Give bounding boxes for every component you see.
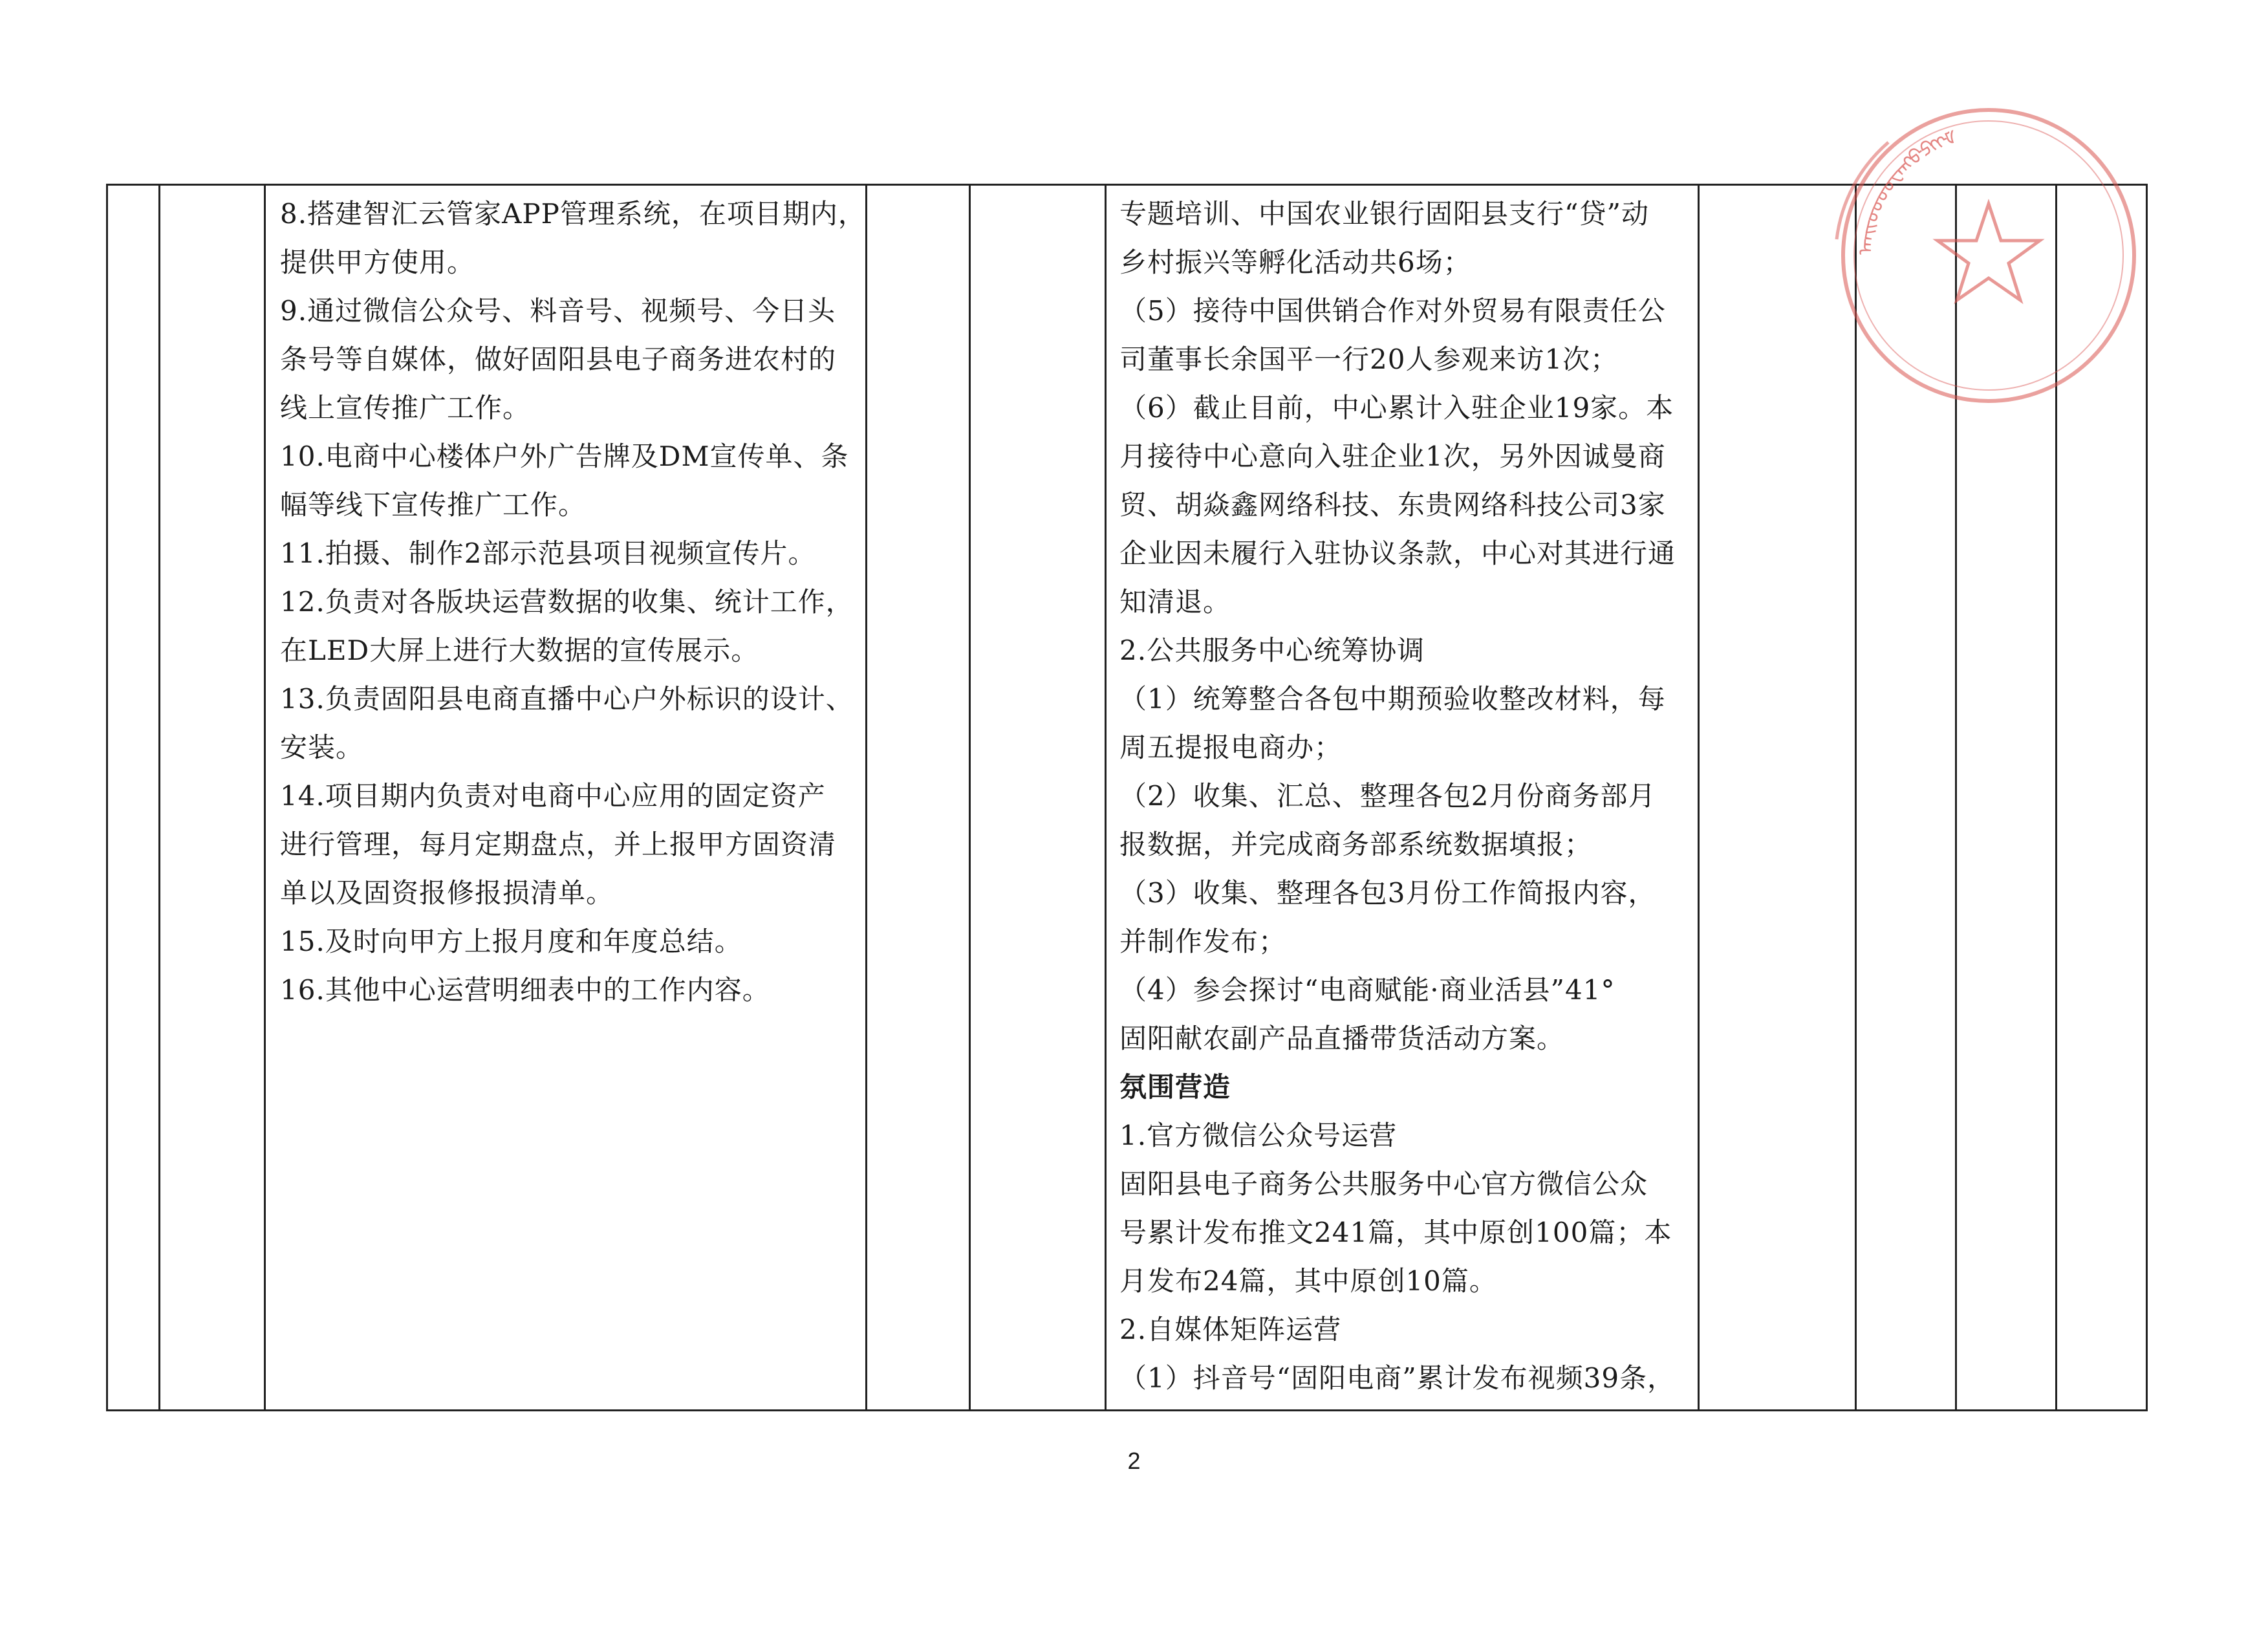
progress-line: 氛围营造 [1119,1071,1231,1103]
table-cell-i [1956,185,2057,1411]
work-content-line: 12.负责对各版块运营数据的收集、统计工作， [280,586,854,618]
table-cell-b [160,185,265,1411]
progress-line: 并制作发布； [1119,926,1287,957]
progress-line: 周五提报电商办； [1119,732,1343,763]
work-content-line: 线上宣传推广工作。 [280,392,531,424]
table-cell-progress [1106,185,1699,1411]
progress-line: 贸、胡焱鑫网络科技、东贵网络科技公司3家 [1119,489,1666,521]
work-content-line: 进行管理，每月定期盘点，并上报甲方固资清 [280,829,837,860]
document-table [106,184,2148,1411]
work-content-line: 15.及时向甲方上报月度和年度总结。 [280,926,742,957]
progress-line: （1）统筹整合各包中期预验收整改材料，每 [1119,683,1666,715]
progress-line: 企业因未履行入驻协议条款，中心对其进行通 [1119,537,1676,569]
work-content-line: 11.拍摄、制作2部示范县项目视频宣传片。 [280,537,816,569]
table-cell-h [1856,185,1956,1411]
progress-line: 号累计发布推文241篇，其中原创100篇；本 [1119,1217,1672,1248]
progress-line: 报数据，并完成商务部系统数据填报； [1119,829,1593,860]
table-cell-j [2057,185,2147,1411]
progress-line: 专题培训、中国农业银行固阳县支行“贷”动 [1119,198,1649,230]
progress-line: 固阳县电子商务公共服务中心官方微信公众 [1119,1168,1648,1200]
progress-line: （1）抖音号“固阳电商”累计发布视频39条， [1119,1362,1676,1394]
svg-text:ᠠᠡᠢᠣᠤᠥᠦᠧᠨᠩᠪᠫᠬᠭᠮ: ᠠᠡᠢᠣᠤᠥᠦᠧᠨᠩᠪᠫᠬᠭᠮ [1854,126,1960,256]
work-content-line: 单以及固资报修报损清单。 [280,877,614,909]
table-cell-e [970,185,1106,1411]
progress-line: （5）接待中国供销合作对外贸易有限责任公 [1119,295,1666,327]
work-content-line: 9.通过微信公众号、料音号、视频号、今日头 [280,295,836,327]
progress-line: （2）收集、汇总、整理各包2月份商务部月 [1119,780,1656,812]
work-content-line: 幅等线下宣传推广工作。 [280,489,587,521]
page-number: 2 [1127,1448,1141,1474]
table-cell-work-content [265,185,867,1411]
table-cell-d [867,185,970,1411]
progress-line: （3）收集、整理各包3月份工作简报内容， [1119,877,1656,909]
progress-line: （6）截止目前，中心累计入驻企业19家。本 [1119,392,1674,424]
progress-line: 1.官方微信公众号运营 [1119,1120,1398,1151]
work-content-line: 8.搭建智汇云管家APP管理系统，在项目期内， [280,198,866,230]
progress-text [1107,186,1698,1402]
progress-line: 知清退。 [1119,586,1231,618]
table-cell-a [107,185,160,1411]
work-content-line: 14.项目期内负责对电商中心应用的固定资产 [280,780,826,812]
progress-line: 月接待中心意向入驻企业1次，另外因诚曼商 [1119,440,1666,472]
progress-line: 2.公共服务中心统筹协调 [1119,635,1425,666]
progress-line: 月发布24篇，其中原创10篇。 [1119,1265,1497,1297]
work-content-line: 条号等自媒体，做好固阳县电子商务进农村的 [280,343,837,375]
work-content-line: 提供甲方使用。 [280,246,475,278]
work-content-line: 16.其他中心运营明细表中的工作内容。 [280,974,770,1006]
progress-line: 乡村振兴等孵化活动共6场； [1119,246,1471,278]
work-content-line: 13.负责固阳县电商直播中心户外标识的设计、 [280,683,854,715]
work-content-line: 在LED大屏上进行大数据的宣传展示。 [280,635,759,666]
progress-line: 2.自媒体矩阵运营 [1119,1314,1342,1345]
work-content-line: 安装。 [280,732,364,763]
work-content-text [266,186,865,1014]
progress-line: 固阳献农副产品直播带货活动方案。 [1119,1023,1565,1054]
progress-line: 司董事长余国平一行20人参观来访1次； [1119,343,1619,375]
progress-line: （4）参会探讨“电商赋能·商业活县”41° [1119,974,1615,1006]
table-cell-g [1699,185,1856,1411]
work-content-line: 10.电商中心楼体户外广告牌及DM宣传单、条 [280,440,849,472]
